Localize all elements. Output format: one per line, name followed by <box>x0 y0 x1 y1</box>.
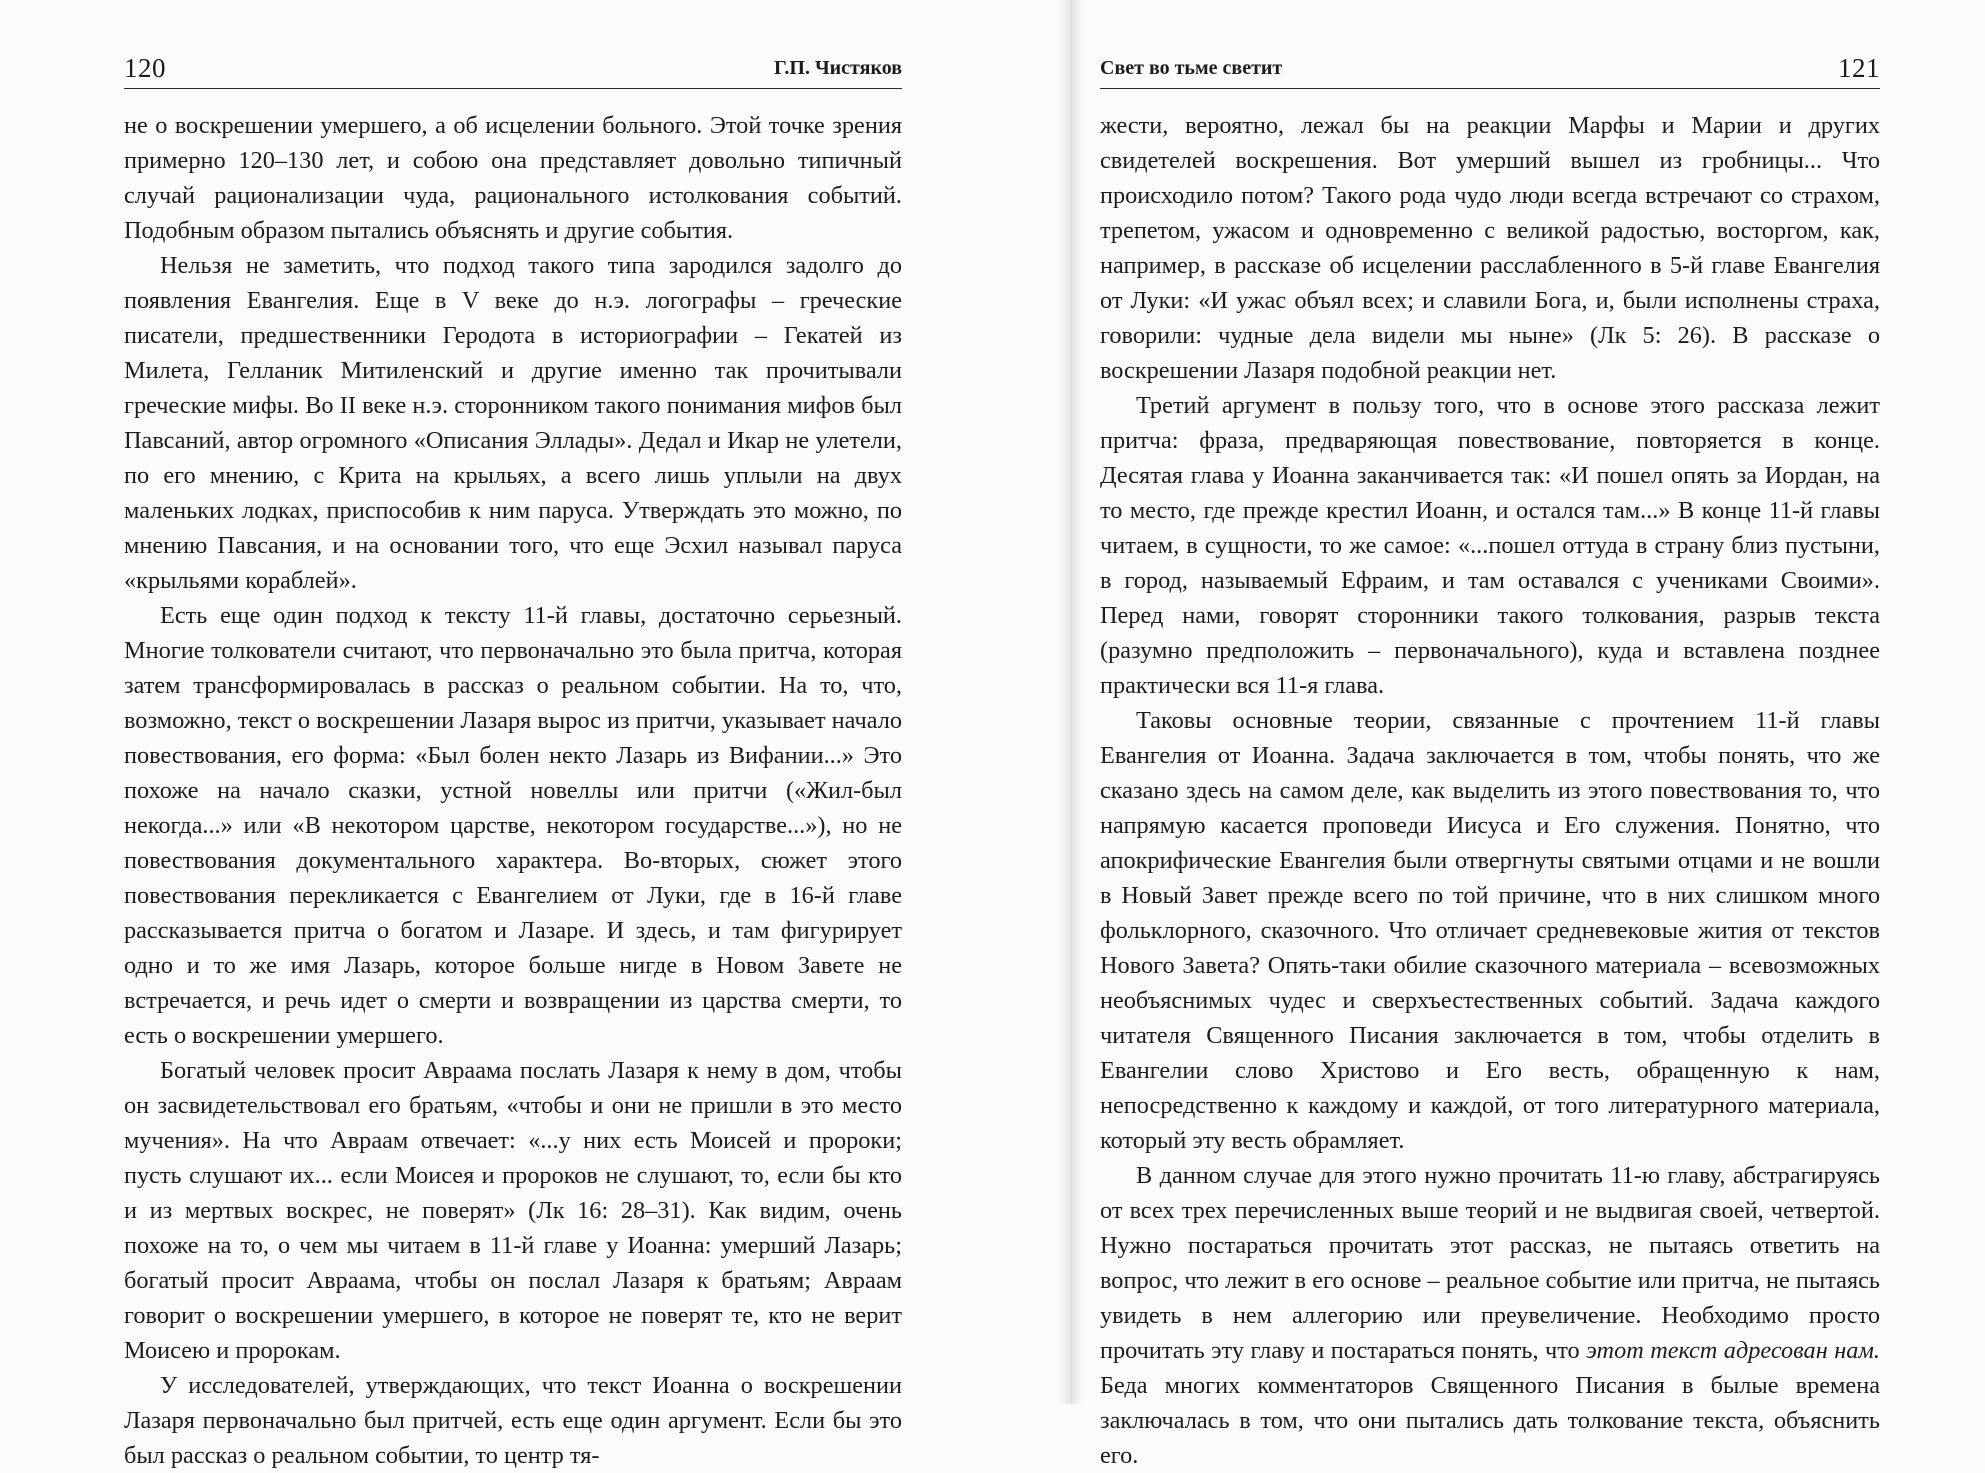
page-number: 121 <box>1838 53 1880 83</box>
paragraph: Богатый человек просит Авраама послать Лазаря к нему в дом, чтобы он засвидетельствовал его братьям, «чтобы и они не пришли в это место мучения». На что Авраам отвечает: «...у них есть Моисей и пророки; пусть слушают их... если Моисея и пророков не слушают, то, если бы кто и из мертвых воскрес, не поверят» (Лк 16: 28–31). Как видим, очень похоже на то, о чем мы читаем в 11-й главе у Иоанна: умерший Лазарь; богатый просит Авраама, чтобы он послал Лазаря к братьям; Авраам говорит о воскрешении умершего, в которое не поверят те, кто не верит Моисею и пророкам. <box>124 1057 902 1364</box>
paragraph: Нельзя не заметить, что подход такого типа зародился задолго до появления Евангелия. Еще в V веке до н.э. логографы – греческие писатели, предшественники Геродота в историографии – Гекатей из Милета, Гелланик Митиленский и другие именно так прочитывали греческие мифы. Во II веке н.э. сторонником такого понимания мифов был Павсаний, автор огромного «Описания Эллады». Дедал и Икар не улетели, по его мнению, с Крита на крыльях, а всего лишь уплыли на двух маленьких лодках, приспособив к ним паруса. Утверждать это можно, по мнению Павсания, и на основании того, что еще Эсхил называл паруса «крыльями кораблей». <box>124 252 902 594</box>
page-number: 120 <box>124 53 166 83</box>
left-running-head <box>124 52 902 89</box>
paragraph: жести, вероятно, лежал бы на реакции Марфы и Марии и других свидетелей воскрешения. Вот умерший вышел из гробницы... Что происходило потом? Такого рода чудо люди всегда встречают со страхом, трепетом, ужасом и одновременно с великой радостью, восторгом, как, например, в рассказе об исцелении расслабленного в 5-й главе Евангелия от Луки: «И ужас объял всех; и славили Бога, и, были исполнены страха, говорили: чудные дела видели мы ныне» (Лк 5: 26). В рассказе о воскрешении Лазаря подобной реакции нет. <box>1100 112 1880 384</box>
running-title: Г.П. Чистяков <box>773 57 902 79</box>
running-title: Свет во тьме светит <box>1100 57 1283 79</box>
book-gutter <box>1058 0 1084 1404</box>
left-body-text <box>124 108 902 1473</box>
paragraph: Третий аргумент в пользу того, что в основе этого рассказа лежит притча: фраза, предваряющая повествование, повторяется в конце. Десятая глава у Иоанна заканчивается так: «И пошел опять за Иордан, на то место, где прежде крестил Иоанн, и остался там...» В конце 11-й главы читаем, в сущности, то же самое: «...пошел оттуда в страну близ пустыни, в город, называемый Ефраим, и там оставался с учениками Своими». Перед нами, говорят сторонники такого толкования, разрыв текста (разумно предположить – первоначального), куда и вставлена позднее практически вся 11-я глава. <box>1100 392 1880 699</box>
right-body-text <box>1100 108 1880 1473</box>
right-page <box>1100 0 1880 1469</box>
paragraph: не о воскрешении умершего, а об исцелении больного. Этой точке зрения примерно 120–130 лет, и собою она представляет довольно типичный случай рационализации чуда, рационального истолкования событий. Подобным образом пытались объяснять и другие события. <box>124 112 902 244</box>
paragraph: У исследователей, утверждающих, что текст Иоанна о воскрешении Лазаря первоначально был притчей, есть еще один аргумент. Если бы это был рассказ о реальном событии, то центр тя- <box>124 1372 902 1469</box>
right-running-head <box>1100 52 1880 89</box>
paragraph-text: В данном случае для этого нужно прочитать 11-ю главу, абстрагируясь от всех трех перечисленных выше теорий и не выдвигая своей, четвертой. Нужно постараться прочитать этот рассказ, не пытаясь ответить на вопрос, что лежит в его основе – реальное событие или притча, не пытаясь увидеть в нем аллегорию или преувеличение. Необходимо просто прочитать эту главу и постараться понять, что <box>1100 1162 1880 1364</box>
paragraph: Таковы основные теории, связанные с прочтением 11-й главы Евангелия от Иоанна. Задача заключается в том, чтобы понять, что же сказано здесь на самом деле, как выделить из этого повествования то, что напрямую касается проповеди Иисуса и Его служения. Понятно, что апокрифические Евангелия были отвергнуты святыми отцами и не вошли в Новый Завет прежде всего по той причине, что в них слишком много фольклорного, сказочного. Что отличает средневековые жития от текстов Нового Завета? Опять-таки обилие сказочного материала – всевозможных необъяснимых чудес и сверхъестественных событий. Задача каждого читателя Священного Писания заключается в том, чтобы отделить в Евангелии слово Христово и Его весть, обращенную к нам, непосредственно к каждому и каждой, от того литературного материала, который эту весть обрамляет. <box>1100 707 1880 1154</box>
paragraph <box>1100 1158 1880 1473</box>
emphasized-text: этот текст адресован нам. <box>1586 1337 1880 1364</box>
left-page <box>124 0 902 1469</box>
paragraph-text: Беда многих комментаторов Священного Писания в былые времена заключалась в том, что они пытались дать толкование текста, объяснить его. <box>1100 1372 1880 1469</box>
paragraph: Есть еще один подход к тексту 11-й главы, достаточно серьезный. Многие толкователи считают, что первоначально это была притча, которая затем трансформировалась в рассказ о реальном событии. На то, что, возможно, текст о воскрешении Лазаря вырос из притчи, указывает начало повествования, его форма: «Был болен некто Лазарь из Вифании...» Это похоже на начало сказки, устной новеллы или притчи («Жил-был некогда...» или «В некотором царстве, некотором государстве...»), но не повествования документального характера. Во-вторых, сюжет этого повествования перекликается с Евангелием от Луки, где в 16-й главе рассказывается притча о богатом и Лазаре. И здесь, и там фигурирует одно и то же имя Лазарь, которое больше нигде в Новом Завете не встречается, и речь идет о смерти и возвращении из царства смерти, то есть о воскрешении умершего. <box>124 602 902 1049</box>
